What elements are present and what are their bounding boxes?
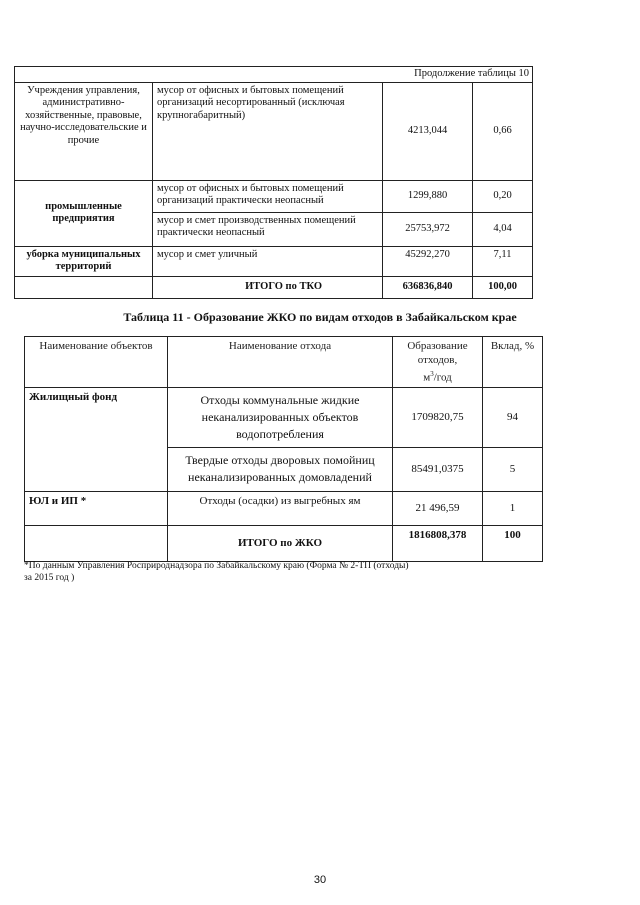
empty-cell <box>25 525 168 561</box>
header-formation <box>393 337 483 388</box>
table-row <box>15 67 533 83</box>
header-formation-line1: Образование <box>407 340 468 352</box>
waste-cell: мусор от офисных и бытовых помещений организаций несортированный (исключая крупногабаритный) <box>153 82 383 180</box>
object-cell: Жилищный фонд <box>25 387 168 491</box>
header-waste: Наименование отхода <box>168 337 393 388</box>
table-row <box>25 491 543 525</box>
amount-cell: 1709820,75 <box>393 387 483 447</box>
table-10-continuation <box>14 66 533 299</box>
share-cell: 0,20 <box>473 180 533 212</box>
header-object: Наименование объектов <box>25 337 168 388</box>
total-share: 100,00 <box>473 276 533 298</box>
waste-cell: Твердые отходы дворовых помойниц неканализированных домовладений <box>168 447 393 491</box>
table-row <box>15 180 533 212</box>
waste-cell: мусор и смет уличный <box>153 246 383 276</box>
total-label: ИТОГО по ЖКО <box>168 525 393 561</box>
header-formation-unit: $м^3$/год <box>423 370 452 384</box>
table-row <box>25 387 543 447</box>
total-amount: 1816808,378 <box>393 525 483 561</box>
share-cell: 5 <box>483 447 543 491</box>
waste-cell: Отходы (осадки) из выгребных ям <box>168 491 393 525</box>
empty-cell <box>15 276 153 298</box>
footnote-line1: *По данным Управления Росприроднадзора по Забайкальскому краю (Форма № 2-ТП (отходы) <box>24 561 409 571</box>
header-formation-line2: отходов, <box>417 354 458 366</box>
object-cell: ЮЛ и ИП * <box>25 491 168 525</box>
amount-cell: 21 496,59 <box>393 491 483 525</box>
total-label: ИТОГО по ТКО <box>153 276 383 298</box>
category-cell: уборка муниципальных территорий <box>15 246 153 276</box>
continuation-label: Продолжение таблицы 10 <box>15 67 533 83</box>
footnote-line2: за 2015 год ) <box>24 573 75 583</box>
header-share: Вклад, % <box>483 337 543 388</box>
amount-cell: 4213,044 <box>383 82 473 180</box>
share-cell: 94 <box>483 387 543 447</box>
amount-cell: 85491,0375 <box>393 447 483 491</box>
category-cell: промышленные предприятия <box>15 180 153 246</box>
table-row <box>15 246 533 276</box>
table-11-title: Таблица 11 - Образование ЖКО по видам отходов в Забайкальском крае <box>123 310 517 324</box>
category-cell: Учреждения управления, административно-хозяйственные, правовые, научно-исследовательские и прочие <box>15 82 153 180</box>
total-share: 100 <box>483 525 543 561</box>
footnote <box>24 560 544 584</box>
share-cell: 7,11 <box>473 246 533 276</box>
share-cell: 1 <box>483 491 543 525</box>
share-cell: 0,66 <box>473 82 533 180</box>
amount-cell: 1299,880 <box>383 180 473 212</box>
table-row <box>15 276 533 298</box>
waste-cell: Отходы коммунальные жидкие неканализированных объектов водопотребления <box>168 387 393 447</box>
waste-cell: мусор и смет производственных помещений практически неопасный <box>153 212 383 246</box>
table-header-row <box>25 337 543 388</box>
page-number: 30 <box>313 874 327 886</box>
total-amount: 636836,840 <box>383 276 473 298</box>
table-11 <box>24 336 543 562</box>
amount-cell: 45292,270 <box>383 246 473 276</box>
amount-cell: 25753,972 <box>383 212 473 246</box>
table-row <box>15 82 533 180</box>
waste-cell: мусор от офисных и бытовых помещений организаций практически неопасный <box>153 180 383 212</box>
share-cell: 4,04 <box>473 212 533 246</box>
table-row <box>25 525 543 561</box>
